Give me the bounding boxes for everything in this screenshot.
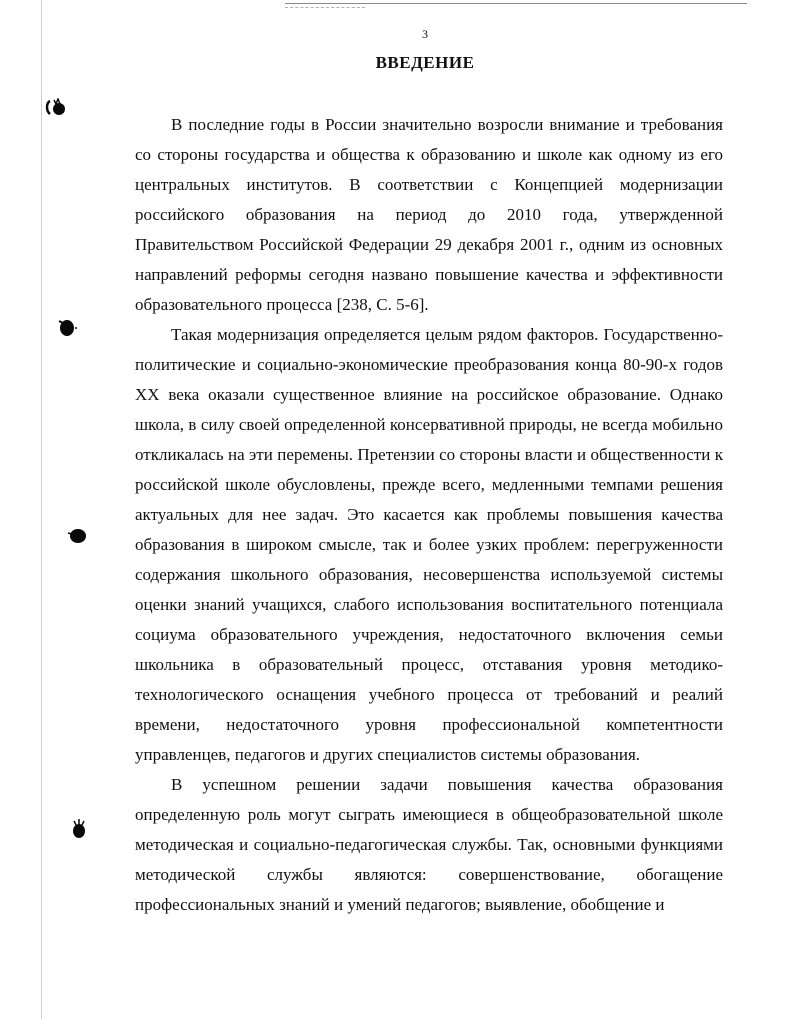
punch-hole-mark [66, 526, 90, 546]
paragraph: Такая модернизация определяется целым рядом факторов. Государственно-политические и социально-экономические преобразования конца 80-90-х годов XX века оказали существенное влияние на российское образование. Однако школа, в силу своей определенной консервативной природы, не всегда мобильно откликалась на эти перемены. Претензии со стороны власти и общественности к российской школе обусловлены, прежде всего, медленными темпами решения актуальных для нее задач. Это касается как проблемы повышения качества образования в широком смысле, так и более узких проблем: перегруженности содержания школьного образования, несовершенства используемой системы оценки знаний учащихся, слабого использования воспитательного потенциала социума образовательного учреждения, недостаточного включения семьи школьника в образовательный процесс, отставания уровня методико-технологического оснащения учебного процесса от требований и реалий времени, недостаточного уровня профессиональной компетентности управленцев, педагогов и других специалистов системы образования. [135, 325, 723, 764]
punch-hole-mark [56, 315, 80, 339]
scan-top-border [285, 3, 747, 4]
scan-left-edge [41, 0, 42, 1019]
page-title: ВВЕДЕНИЕ [375, 53, 475, 72]
punch-hole-mark [44, 98, 68, 118]
scan-top-dash [285, 7, 365, 8]
paragraph: В успешном решении задачи повышения качества образования определенную роль могут сыграть имеющиеся в общеобразовательной школе методическая и социально-педагогическая службы. Так, основными функциями методической службы являются: совершенствование, обогащение профессиональных знаний и умений педагогов; выявление, обобщение и [135, 775, 723, 914]
document-body [135, 110, 723, 920]
punch-hole-mark [68, 818, 90, 842]
page-number: 3 [422, 27, 428, 41]
paragraph: В последние годы в России значительно возросли внимание и требования со стороны государства и общества к образованию и школе как одному из его центральных институтов. В соответствии с Концепцией модернизации российского образования на период до 2010 года, утвержденной Правительством Российской Федерации 29 декабря 2001 г., одним из основных направлений реформы сегодня названо повышение качества и эффективности образовательного процесса [238, С. 5-6]. [135, 115, 723, 314]
